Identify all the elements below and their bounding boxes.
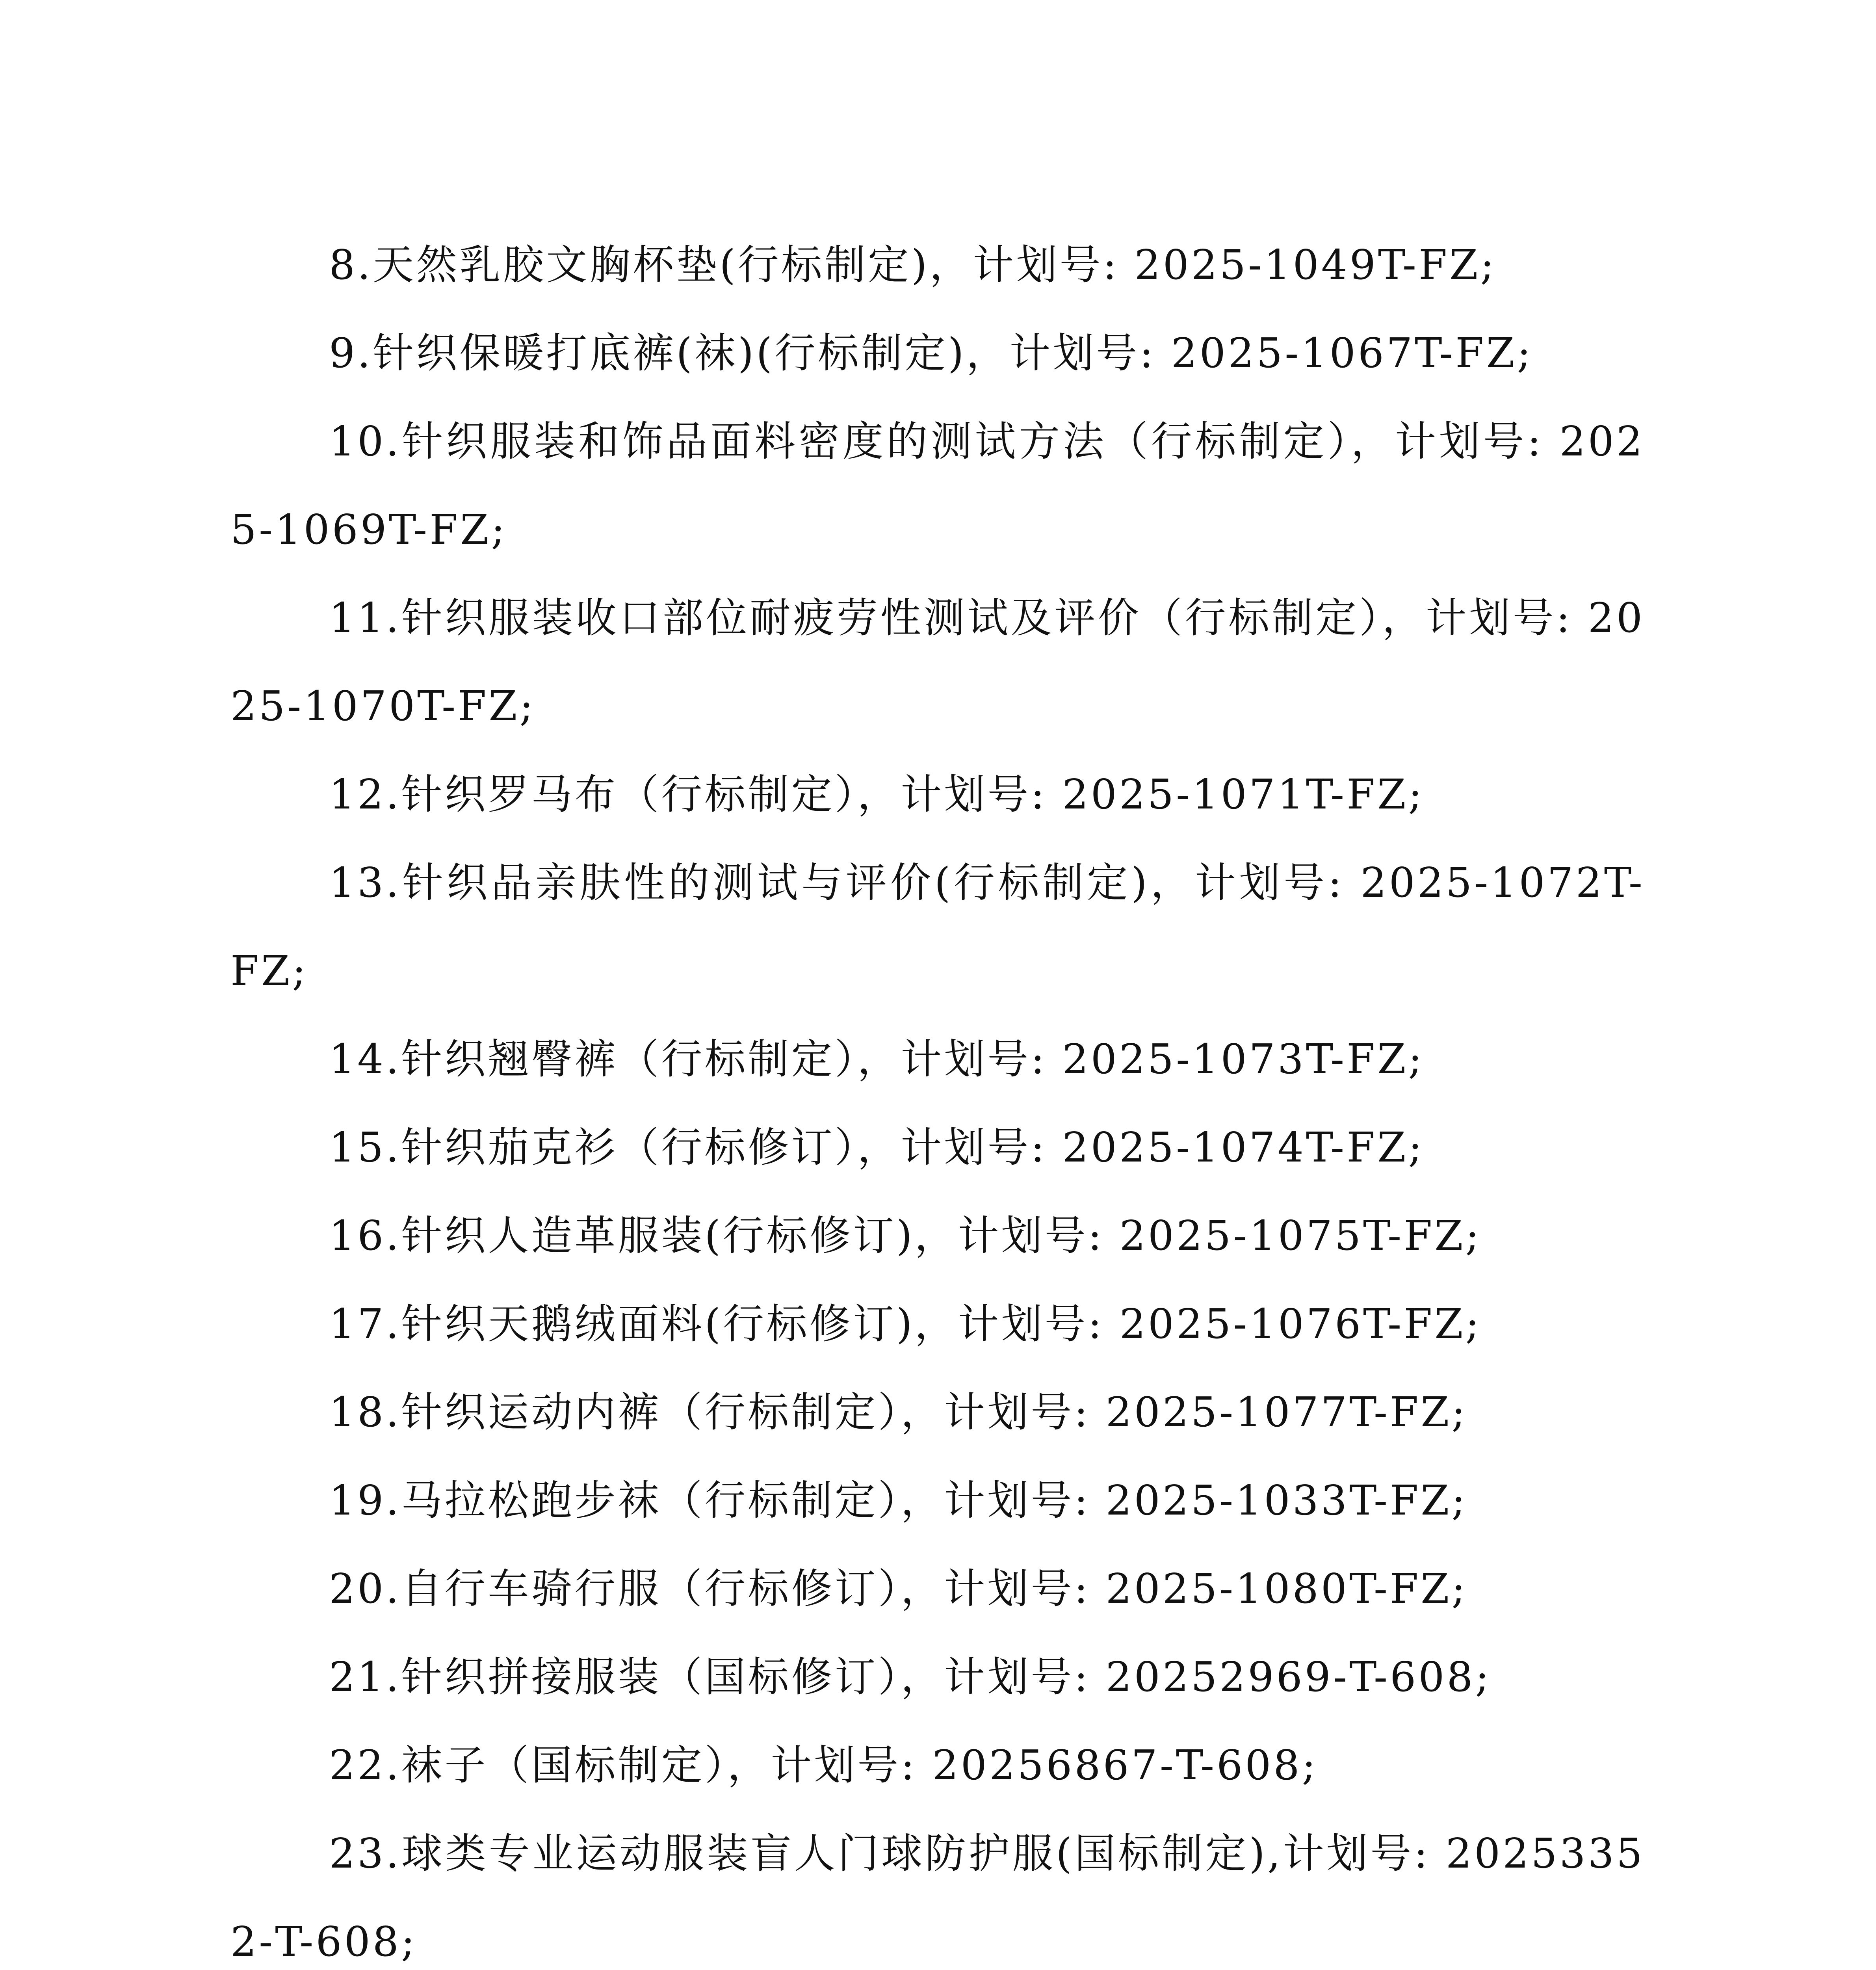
list-item: 18.针织运动内裤（行标制定），计划号: 2025-1077T-FZ; xyxy=(329,1388,1468,1436)
list-item: 9.针织保暖打底裤(袜)(行标制定)，计划号: 2025-1067T-FZ; xyxy=(329,329,1533,377)
list-item: 10.针织服装和饰品面料密度的测试方法（行标制定），计划号: 2025-1069T-FZ; xyxy=(230,417,1645,554)
list-item: 8.天然乳胶文胸杯垫(行标制定)，计划号: 2025-1049T-FZ; xyxy=(329,241,1497,289)
standards-list xyxy=(230,221,1645,1970)
list-item: 22.袜子（国标制定），计划号: 20256867-T-608; xyxy=(329,1741,1318,1789)
list-item: 12.针织罗马布（行标制定），计划号: 2025-1071T-FZ; xyxy=(329,770,1425,818)
list-item: 11.针织服装收口部位耐疲劳性测试及评价（行标制定），计划号: 2025-1070T-FZ; xyxy=(230,594,1645,730)
list-item: 19.马拉松跑步袜（行标制定），计划号: 2025-1033T-FZ; xyxy=(329,1476,1468,1524)
list-item: 21.针织拼接服装（国标修订），计划号: 20252969-T-608; xyxy=(329,1653,1492,1701)
list-item: 16.针织人造革服装(行标修订)，计划号: 2025-1075T-FZ; xyxy=(329,1212,1482,1260)
list-item: 14.针织翘臀裤（行标制定），计划号: 2025-1073T-FZ; xyxy=(329,1035,1425,1083)
list-item: 13.针织品亲肤性的测试与评价(行标制定)，计划号: 2025-1072T-FZ; xyxy=(230,859,1645,995)
list-item: 20.自行车骑行服（行标修订），计划号: 2025-1080T-FZ; xyxy=(329,1565,1468,1613)
list-item: 15.针织茄克衫（行标修订），计划号: 2025-1074T-FZ; xyxy=(329,1123,1425,1171)
list-item: 23.球类专业运动服装盲人门球防护服(国标制定),计划号: 20253352-T-608; xyxy=(230,1829,1645,1966)
list-item: 17.针织天鹅绒面料(行标修订)，计划号: 2025-1076T-FZ; xyxy=(329,1300,1482,1348)
